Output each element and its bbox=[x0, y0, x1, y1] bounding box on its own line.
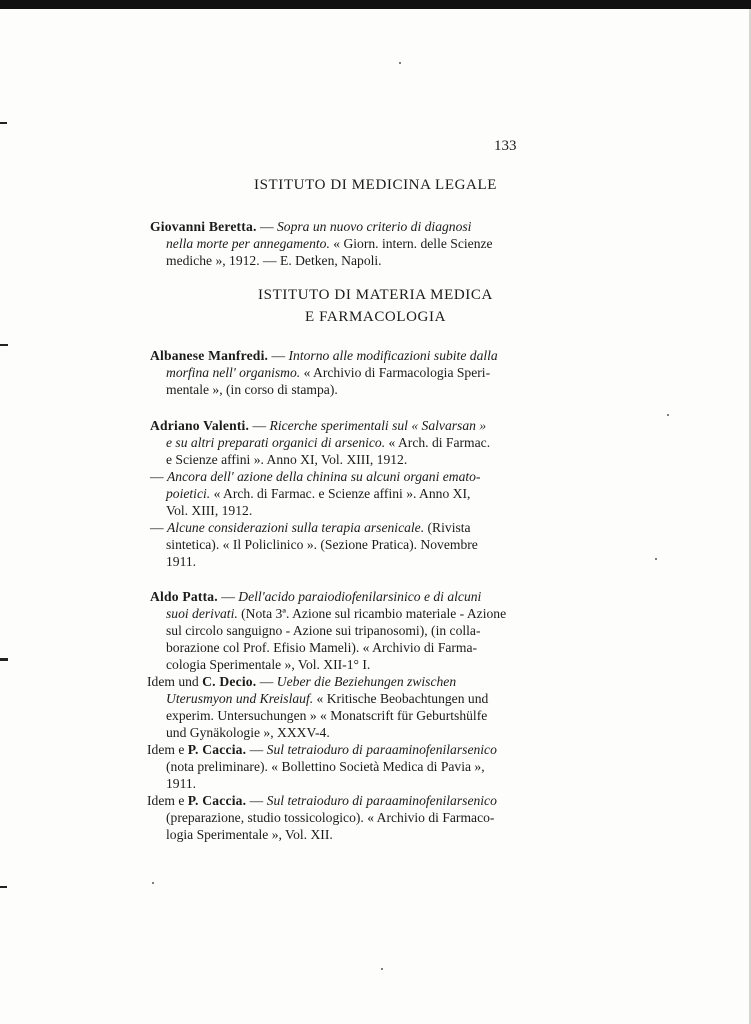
bibliography-entry-line: 1911. bbox=[166, 554, 197, 569]
scan-edge-mark bbox=[0, 886, 7, 888]
bibliography-entry-line: Adriano Valenti. — Ricerche sperimentali sul « Salvarsan » bbox=[150, 418, 487, 433]
bibliography-entry-line: e su altri preparati organici di arsenico. « Arch. di Farmac. bbox=[166, 435, 491, 450]
bibliography-entry-line: mediche », 1912. — E. Detken, Napoli. bbox=[166, 253, 382, 268]
bibliography-entry-line: Idem e P. Caccia. — Sul tetraioduro di paraaminofenilarsenico bbox=[147, 742, 497, 757]
bibliography-entry-line: sintetica). « Il Policlinico ». (Sezione Pratica). Novembre bbox=[166, 537, 478, 552]
article-title: Ueber die Beziehungen zwischen bbox=[276, 674, 457, 689]
bibliography-entry-line: e Scienze affini ». Anno XI, Vol. XIII, 1912. bbox=[166, 452, 408, 467]
scan-speck bbox=[152, 882, 154, 884]
scan-edge-mark bbox=[0, 344, 8, 346]
section-heading: ISTITUTO DI MEDICINA LEGALE bbox=[254, 177, 497, 193]
article-title: Sopra un nuovo criterio di diagnosi bbox=[277, 219, 472, 234]
article-title: Intorno alle modificazioni subite dalla bbox=[288, 348, 498, 363]
section-heading: E FARMACOLOGIA bbox=[304, 309, 447, 325]
article-title: Dell'acido paraiodiofenilarsinico e di alcuni bbox=[238, 589, 482, 604]
section-heading: ISTITUTO DI MATERIA MEDICA bbox=[258, 287, 493, 303]
article-title: Sul tetraioduro di paraaminofenilarsenico bbox=[266, 742, 497, 757]
article-title: Sul tetraioduro di paraaminofenilarsenico bbox=[266, 793, 497, 808]
article-title: Ancora dell' azione della chinina su alcuni organi emato- bbox=[167, 469, 481, 484]
author-name: Adriano Valenti. bbox=[150, 418, 250, 433]
article-title: poietici. bbox=[166, 486, 211, 501]
bibliography-entry-line: experim. Untersuchungen » « Monatscrift für Geburtshülfe bbox=[166, 708, 488, 723]
scan-speck bbox=[667, 414, 669, 416]
author-name: Aldo Patta. bbox=[150, 589, 218, 604]
bibliography-entry-line: suoi derivati. (Nota 3ª. Azione sul ricambio materiale - Azione bbox=[166, 606, 507, 621]
article-title: morfina nell' organismo. bbox=[166, 365, 301, 380]
bibliography-entry-line: morfina nell' organismo. « Archivio di Farmacologia Speri- bbox=[166, 365, 491, 380]
bibliography-entry-line: mentale », (in corso di stampa). bbox=[166, 382, 338, 397]
scan-top-border bbox=[0, 0, 751, 9]
author-name: P. Caccia. bbox=[187, 742, 247, 757]
author-name: Giovanni Beretta. bbox=[150, 219, 257, 234]
article-title: Alcune considerazioni sulla terapia arsenicale. bbox=[167, 520, 425, 535]
bibliography-entry-line: cologia Sperimentale », Vol. XII-1° I. bbox=[166, 657, 371, 672]
author-name: C. Decio. bbox=[202, 674, 257, 689]
bibliography-entry-line: und Gynäkologie », XXXV-4. bbox=[166, 725, 330, 740]
scan-speck bbox=[399, 62, 401, 64]
scan-edge-mark bbox=[0, 658, 8, 661]
bibliography-entry-line: poietici. « Arch. di Farmac. e Scienze affini ». Anno XI, bbox=[166, 486, 471, 501]
bibliography-entry-line: (preparazione, studio tossicologico). « Archivio di Farmaco- bbox=[166, 810, 495, 825]
article-title: suoi derivati. bbox=[166, 606, 238, 621]
bibliography-entry-line: 1911. bbox=[166, 776, 197, 791]
author-name: Albanese Manfredi. bbox=[150, 348, 269, 363]
article-title: nella morte per annegamento. bbox=[166, 236, 330, 251]
bibliography-entry-line: borazione col Prof. Efisio Mameli). « Archivio di Farma- bbox=[166, 640, 478, 655]
bibliography-entry-line: (nota preliminare). « Bollettino Società Medica di Pavia », bbox=[166, 759, 485, 774]
bibliography-entry-line: Albanese Manfredi. — Intorno alle modificazioni subite dalla bbox=[150, 348, 498, 363]
bibliography-entry-line: Uterusmyon und Kreislauf. « Kritische Beobachtungen und bbox=[166, 691, 489, 706]
scan-edge-mark bbox=[0, 122, 7, 124]
bibliography-entry-line: — Alcune considerazioni sulla terapia arsenicale. (Rivista bbox=[150, 520, 471, 535]
bibliography-entry-line: Idem e P. Caccia. — Sul tetraioduro di paraaminofenilarsenico bbox=[147, 793, 497, 808]
bibliography-entry-line: Aldo Patta. — Dell'acido paraiodiofenilarsinico e di alcuni bbox=[150, 589, 482, 604]
scan-speck bbox=[655, 558, 657, 560]
bibliography-entry-line: Giovanni Beretta. — Sopra un nuovo criterio di diagnosi bbox=[150, 219, 472, 234]
bibliography-entry-line: sul circolo sanguigno - Azione sui tripanosomi), (in colla- bbox=[166, 623, 481, 638]
article-title: Uterusmyon und Kreislauf. bbox=[166, 691, 314, 706]
bibliography-entry-line: logia Sperimentale », Vol. XII. bbox=[166, 827, 333, 842]
scan-speck bbox=[381, 968, 383, 970]
article-title: Ricerche sperimentali sul « Salvarsan » bbox=[269, 418, 487, 433]
bibliography-entry-line: nella morte per annegamento. « Giorn. intern. delle Scienze bbox=[166, 236, 493, 251]
bibliography-entry-line: Vol. XIII, 1912. bbox=[166, 503, 253, 518]
bibliography-entry-line: Idem und C. Decio. — Ueber die Beziehungen zwischen bbox=[147, 674, 457, 689]
author-name: P. Caccia. bbox=[187, 793, 247, 808]
bibliography-entry-line: — Ancora dell' azione della chinina su alcuni organi emato- bbox=[150, 469, 481, 484]
article-title: e su altri preparati organici di arsenico. bbox=[166, 435, 386, 450]
page-number: 133 bbox=[494, 138, 517, 154]
